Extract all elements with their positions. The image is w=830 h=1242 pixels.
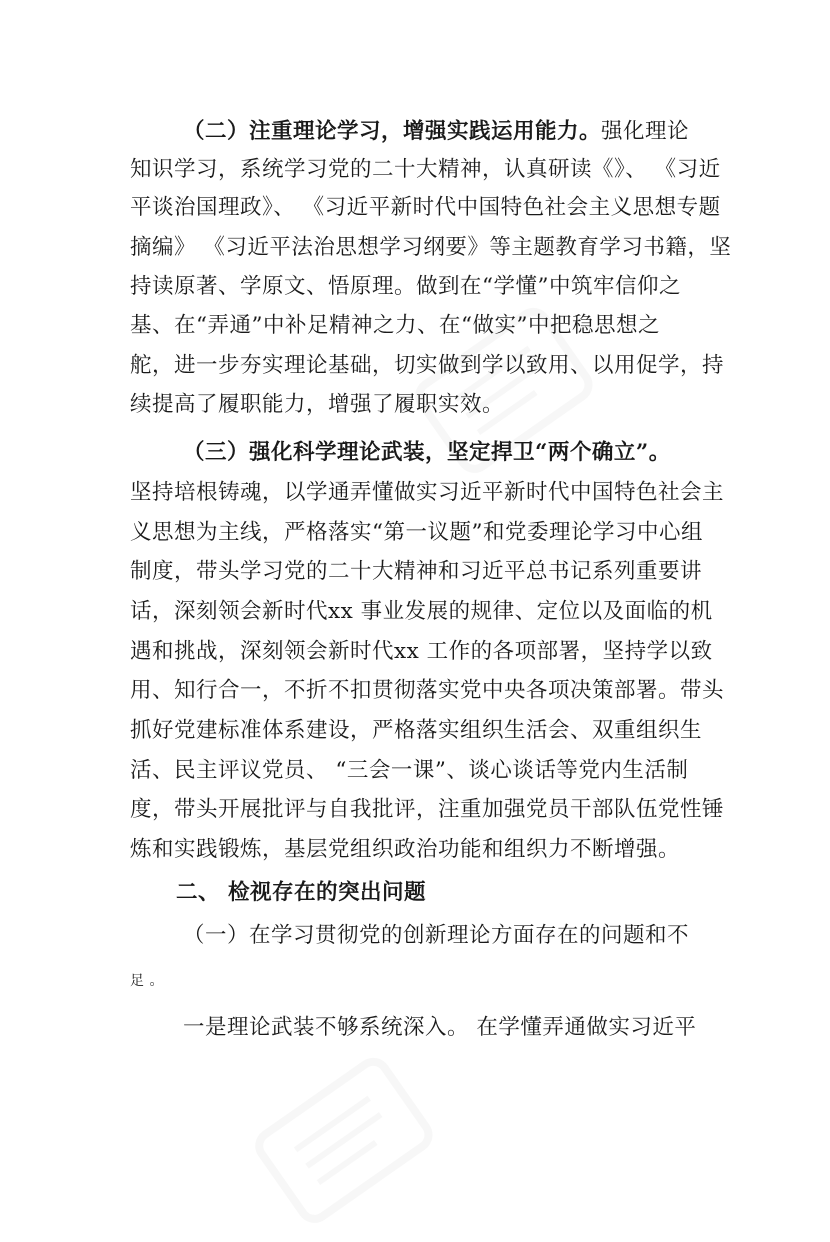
section-heading: （三）强化科学理论武装，坚定捍卫“两个确立”。 bbox=[183, 440, 671, 465]
chapter-heading: 二、 检视存在的突出问题 bbox=[176, 880, 426, 905]
paragraph-line bbox=[0, 835, 830, 865]
body-text: 一是理论武装不够系统深入。 在学懂弄通做实习近平 bbox=[183, 1015, 697, 1040]
body-text: 度，带头开展批评与自我批评，注重加强党员干部队伍党性锤 bbox=[130, 797, 725, 822]
body-text: 用、知行合一，不折不扣贯彻落实党中央各项决策部署。带头 bbox=[130, 678, 725, 703]
paragraph-line bbox=[0, 478, 830, 508]
paragraph-line bbox=[0, 311, 830, 341]
body-text: 持读原著、学原文、悟原理。做到在“学懂”中筑牢信仰之 bbox=[130, 274, 681, 299]
paragraph-line bbox=[0, 155, 830, 185]
paragraph-line bbox=[0, 676, 830, 706]
paragraph-line bbox=[0, 193, 830, 223]
body-text: 足 。 bbox=[130, 973, 164, 989]
paragraph-line bbox=[0, 518, 830, 548]
body-text: 摘编》 《习近平法治思想学习纲要》等主题教育学习书籍，坚 bbox=[130, 235, 732, 260]
body-text: 强化理论 bbox=[601, 119, 690, 144]
body-text: 坚持培根铸魂，以学通弄懂做实习近平新时代中国特色社会主 bbox=[130, 480, 725, 505]
paragraph-line bbox=[0, 795, 830, 825]
body-text: 制度，带头学习党的二十大精神和习近平总书记系列重要讲 bbox=[130, 559, 703, 584]
body-text: 基、在“弄通”中补足精神之力、在“做实”中把稳思想之 bbox=[130, 313, 660, 338]
watermark bbox=[240, 1042, 450, 1241]
paragraph-line bbox=[0, 966, 830, 996]
paragraph-line bbox=[0, 597, 830, 627]
paragraph-line bbox=[0, 272, 830, 302]
paragraph-line bbox=[0, 557, 830, 587]
paragraph-line bbox=[0, 1013, 830, 1043]
section-heading: （二）注重理论学习，增强实践运用能力。 bbox=[183, 119, 602, 144]
body-text: 舵，进一步夯实理论基础，切实做到学以致用、以用促学，持 bbox=[130, 353, 725, 378]
paragraph-line bbox=[0, 117, 830, 147]
paragraph-line bbox=[0, 878, 830, 908]
paragraph-line bbox=[0, 637, 830, 667]
body-text: 抓好党建标准体系建设，严格落实组织生活会、双重组织生 bbox=[130, 718, 703, 743]
paragraph-line bbox=[0, 233, 830, 263]
body-text: 活、民主评议党员、 “三会一课”、谈心谈话等党内生活制 bbox=[130, 758, 689, 783]
paragraph-line bbox=[0, 756, 830, 786]
body-text: 遇和挑战，深刻领会新时代xx 工作的各项部署，坚持学以致 bbox=[130, 639, 713, 664]
subsection-heading: （一）在学习贯彻党的创新理论方面存在的问题和不 bbox=[183, 923, 690, 948]
body-text: 炼和实践锻炼，基层党组织政治功能和组织力不断增强。 bbox=[130, 837, 681, 862]
body-text: 平谈治国理政》、 《习近平新时代中国特色社会主义思想专题 bbox=[130, 195, 721, 220]
paragraph-line bbox=[0, 716, 830, 746]
body-text: 续提高了履职能力，增强了履职实效。 bbox=[130, 392, 505, 417]
paragraph-line bbox=[0, 390, 830, 420]
paragraph-line bbox=[0, 351, 830, 381]
paragraph-line bbox=[0, 438, 830, 468]
body-text: 话，深刻领会新时代xx 事业发展的规律、定位以及面临的机 bbox=[130, 599, 713, 624]
watermark-emblem-icon bbox=[240, 1042, 448, 1238]
paragraph-line bbox=[0, 921, 830, 951]
body-text: 义思想为主线，严格落实“第一议题”和党委理论学习中心组 bbox=[130, 520, 703, 545]
body-text: 知识学习，系统学习党的二十大精神，认真研读《》、 《习近 bbox=[130, 157, 721, 182]
